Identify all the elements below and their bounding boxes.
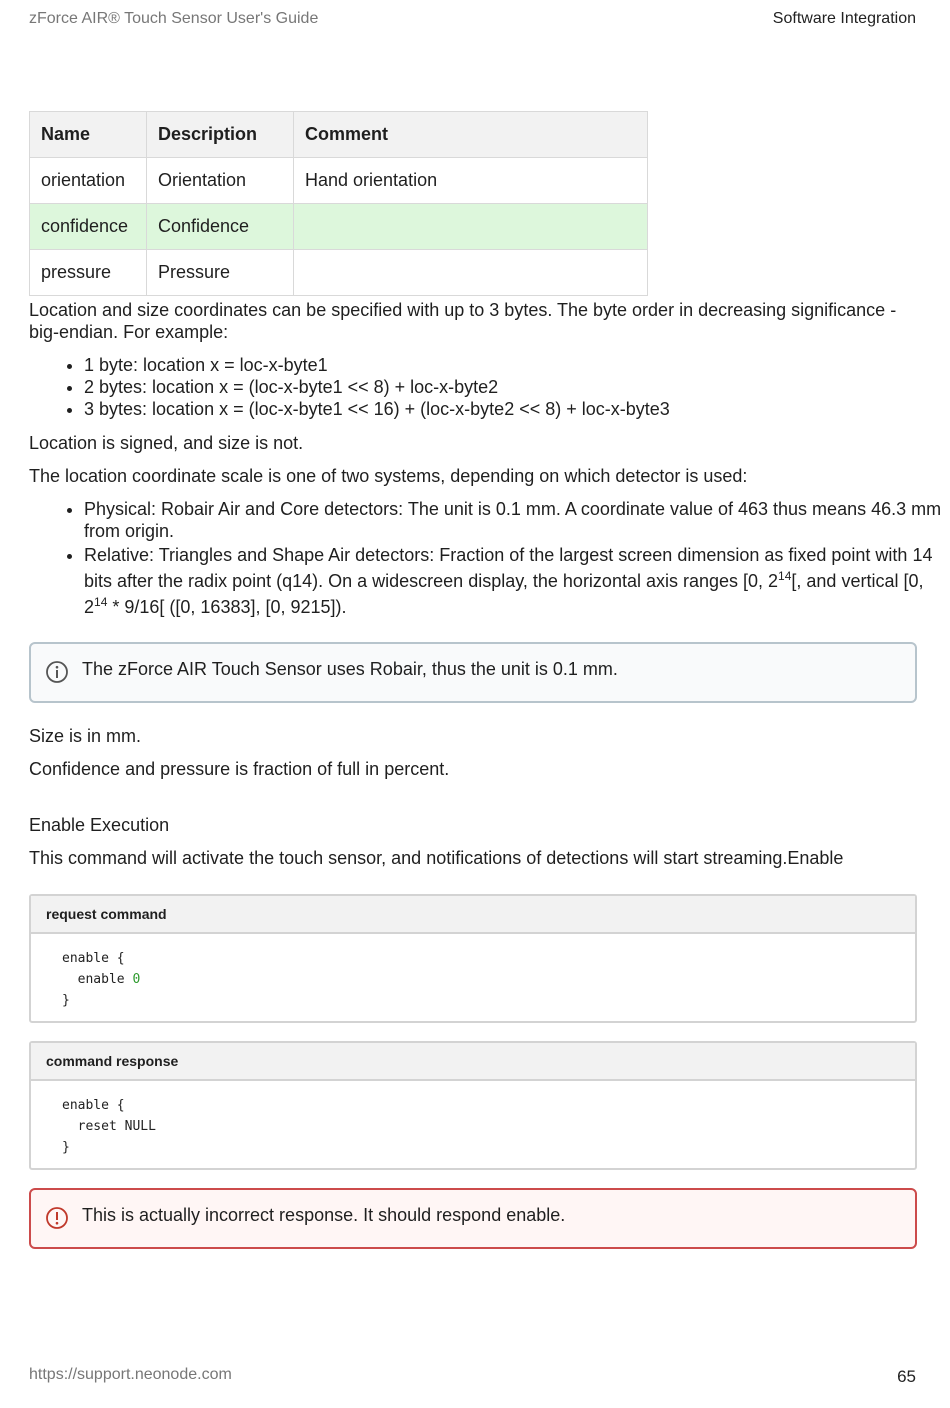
section-title: Enable Execution: [29, 815, 170, 835]
table-row: [30, 250, 648, 296]
code-line: reset NULL: [62, 1119, 156, 1134]
relative-text-b: [, and vertical [0, 2: [84, 571, 924, 617]
code-line: }: [62, 1140, 70, 1155]
code-line: enable {: [62, 951, 125, 966]
relative-text-a: Relative: Triangles and Shape Air detectors: Fraction of the largest screen dimension as fixed point with 14 bits after the radix point (q14). On a widescreen display, the horizontal axis ranges [0, 2: [84, 545, 933, 591]
table-row: [30, 158, 648, 204]
table-cell: [294, 204, 648, 250]
relative-text-c: * 9/16[ ([0, 16383], [0, 9215]).: [107, 597, 347, 617]
paragraph-byte-order: Location and size coordinates can be specified with up to 3 bytes. The byte order in decreasing significance - big-endian. For example:: [29, 300, 897, 342]
list-item: • 3 bytes: location x = (loc-x-byte1 << 16) + (loc-x-byte2 << 8) + loc-x-byte3: [84, 398, 948, 420]
paragraph-signed: Location is signed, and size is not.: [29, 433, 304, 453]
code-content: [31, 934, 915, 1021]
footer-url: https://support.neonode.com: [29, 1366, 232, 1383]
header-section: Software Integration: [772, 10, 916, 27]
table-cell: orientation: [30, 158, 147, 204]
table-cell: Hand orientation: [294, 158, 648, 204]
list-item-physical: • Physical: Robair Air and Core detectors: The unit is 0.1 mm. A coordinate value of 463 thus means 46.3 mm from origin.: [84, 498, 948, 542]
code-line: }: [62, 993, 70, 1008]
superscript: 14: [778, 569, 792, 583]
superscript: 14: [94, 595, 108, 609]
code-line: enable {: [62, 1098, 125, 1113]
column-header-comment: Comment: [294, 112, 648, 158]
paragraph-enable: This command will activate the touch sensor, and notifications of detections will start streaming.Enable: [29, 848, 844, 868]
table-cell: Confidence: [147, 204, 294, 250]
paragraph-size: Size is in mm.: [29, 726, 142, 746]
info-note-text: The zForce AIR Touch Sensor uses Robair, thus the unit is 0.1 mm.: [82, 659, 618, 679]
code-line: enable: [62, 972, 133, 987]
byte-list: [55, 354, 948, 420]
list-item: • 1 byte: location x = loc-x-byte1: [84, 354, 948, 376]
info-icon: [45, 660, 69, 684]
code-number: 0: [132, 972, 141, 987]
paragraph-scale: The location coordinate scale is one of two systems, depending on which detector is used:: [29, 466, 748, 486]
scale-list: [55, 498, 948, 620]
table-cell: [294, 250, 648, 296]
table-cell: Orientation: [147, 158, 294, 204]
list-item: • 2 bytes: location x = (loc-x-byte1 << 8) + loc-x-byte2: [84, 376, 948, 398]
code-block-title: request command: [31, 896, 915, 934]
header-title: zForce AIR® Touch Sensor User's Guide: [29, 10, 319, 27]
code-content: [31, 1081, 915, 1168]
table-cell: Pressure: [147, 250, 294, 296]
info-note: [29, 642, 917, 703]
table-cell: pressure: [30, 250, 147, 296]
warning-icon: [45, 1206, 69, 1230]
error-note: [29, 1188, 917, 1249]
response-code-block: [29, 1041, 917, 1170]
column-header-name: Name: [30, 112, 147, 158]
list-item-relative: [84, 542, 948, 620]
column-header-description: Description: [147, 112, 294, 158]
request-code-block: [29, 894, 917, 1023]
code-block-title: command response: [31, 1043, 915, 1081]
table-row-highlighted: [30, 204, 648, 250]
paragraph-confidence: Confidence and pressure is fraction of full in percent.: [29, 759, 450, 779]
table-cell: confidence: [30, 204, 147, 250]
page-number: 65: [897, 1367, 916, 1386]
error-note-text: This is actually incorrect response. It should respond enable.: [82, 1205, 566, 1225]
parameter-table: [29, 111, 648, 296]
table-header-row: [30, 112, 648, 158]
